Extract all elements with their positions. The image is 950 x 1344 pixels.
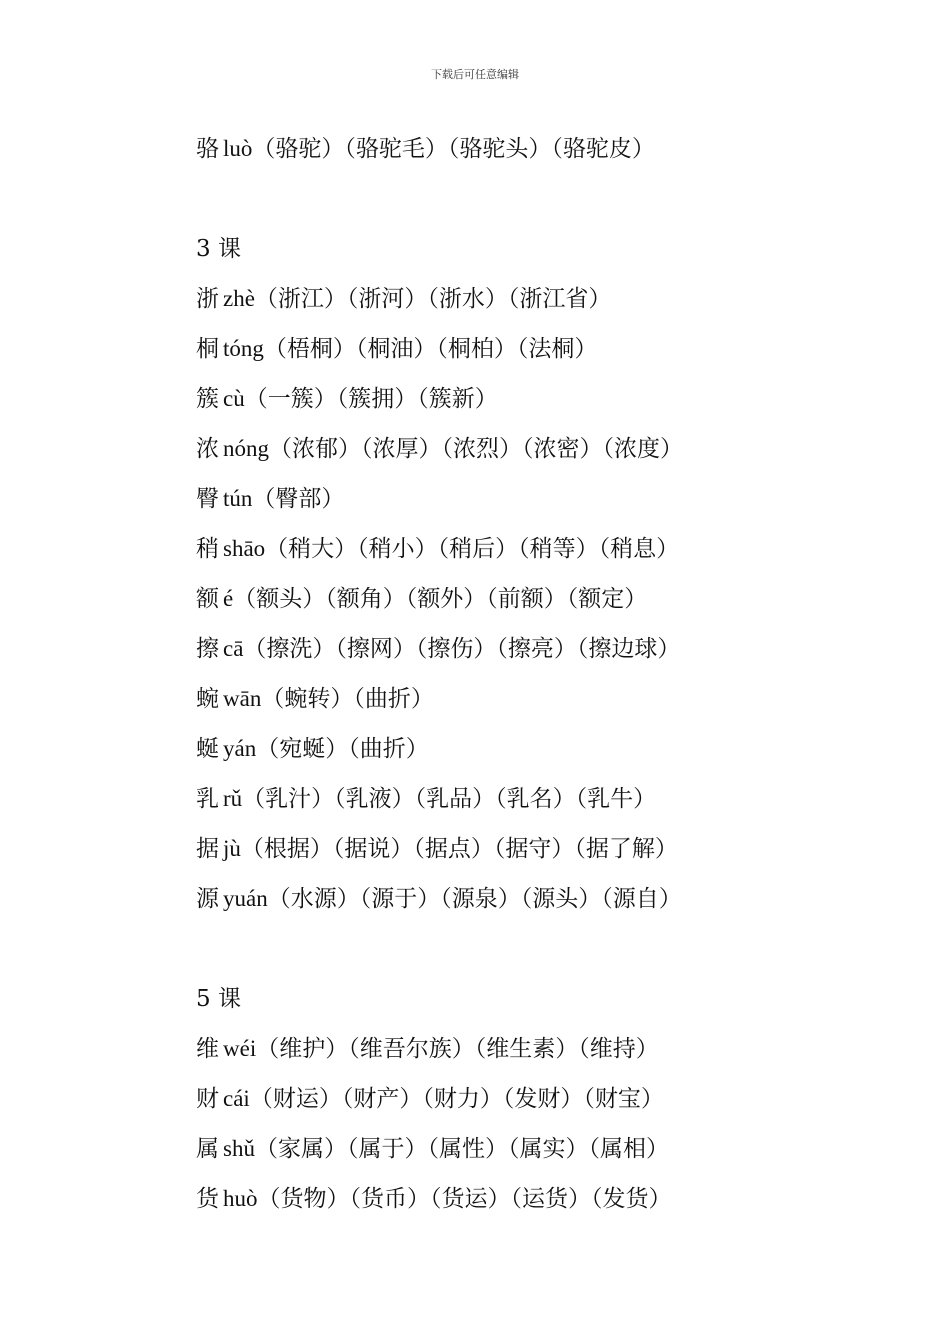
vocab-words: （骆驼）（骆驼毛）（骆驼头）（骆驼皮） [252,136,655,162]
vocab-line [196,1074,916,1124]
vocab-words: （浙江）（浙河）（浙水）（浙江省） [254,286,612,312]
vocab-words: （擦洗）（擦网）（擦伤）（擦亮）（擦边球） [243,636,681,662]
vocab-char: 浓 [196,436,219,462]
vocab-words: （宛蜒）（曲折） [256,736,429,762]
vocab-line [196,324,916,374]
vocab-char: 臀 [196,486,219,512]
vocab-words: （水源）（源于）（源泉）（源头）（源自） [267,886,682,912]
vocab-words: （浓郁）（浓厚）（浓烈）（浓密）（浓度） [269,436,683,462]
vocab-line [196,524,916,574]
lesson-heading: 3 课 [196,236,241,262]
vocab-char: 桐 [196,336,219,362]
vocab-words: （梧桐）（桐油）（桐柏）（法桐） [263,336,598,362]
vocab-words: （财运）（财产）（财力）（发财）（财宝） [249,1086,664,1112]
vocab-line [196,674,916,724]
vocab-pinyin: rǔ [223,786,243,811]
vocab-words: （蜿转）（曲折） [261,686,434,712]
lesson-heading: 5 课 [196,986,241,1012]
page-header: 下载后可任意编辑 [431,68,519,81]
vocab-line [196,724,916,774]
vocab-pinyin: é [223,586,234,611]
vocab-char: 额 [196,586,219,612]
vocab-words: （一簇）（簇拥）（簇新） [244,386,498,412]
vocab-pinyin: jù [223,836,241,861]
vocab-pinyin: cā [223,636,244,661]
vocab-line [196,424,916,474]
vocab-line [196,824,916,874]
vocab-pinyin: tóng [223,336,264,361]
vocab-words: （维护）（维吾尔族）（维生素）（维持） [256,1036,659,1062]
vocab-words: （臀部） [252,486,345,512]
vocab-pinyin: yuán [223,886,268,911]
vocab-char: 骆 [196,136,219,162]
vocab-pinyin: yán [223,736,257,761]
spacer [196,174,916,224]
vocab-pinyin: shāo [223,536,266,561]
vocab-line [196,124,916,174]
vocab-words: （稍大）（稍小）（稍后）（稍等）（稍息） [265,536,680,562]
vocab-pinyin: wéi [223,1036,257,1061]
vocab-line [196,774,916,824]
vocab-words: （额头）（额角）（额外）（前额）（额定） [233,586,648,612]
vocab-char: 货 [196,1186,219,1212]
vocab-pinyin: zhè [223,286,255,311]
vocab-char: 簇 [196,386,219,412]
vocab-char: 蜒 [196,736,219,762]
vocab-char: 源 [196,886,219,912]
vocab-words: （乳汁）（乳液）（乳品）（乳名）（乳牛） [242,786,657,812]
vocab-char: 属 [196,1136,219,1162]
vocab-char: 财 [196,1086,219,1112]
vocab-pinyin: luò [223,136,253,161]
vocab-words: （根据）（据说）（据点）（据守）（据了解） [240,836,678,862]
vocab-line [196,274,916,324]
vocab-pinyin: huò [223,1186,258,1211]
vocab-char: 浙 [196,286,219,312]
vocab-line [196,1174,916,1224]
spacer [196,924,916,974]
vocab-pinyin: tún [223,486,253,511]
vocab-line [196,574,916,624]
vocab-words: （家属）（属于）（属性）（属实）（属相） [254,1136,669,1162]
vocab-pinyin: cái [223,1086,250,1111]
vocab-words: （货物）（货币）（货运）（运货）（发货） [257,1186,672,1212]
vocab-char: 据 [196,836,219,862]
vocab-pinyin: nóng [223,436,269,461]
vocab-pinyin: wān [223,686,262,711]
vocab-char: 蜿 [196,686,219,712]
vocab-line [196,1024,916,1074]
vocab-char: 擦 [196,636,219,662]
vocab-line [196,624,916,674]
vocab-line [196,1124,916,1174]
vocab-char: 维 [196,1036,219,1062]
vocab-line [196,374,916,424]
vocab-pinyin: shǔ [223,1136,255,1161]
vocab-char: 乳 [196,786,219,812]
vocab-pinyin: cù [223,386,245,411]
vocab-char: 稍 [196,536,219,562]
document-body [196,124,916,1224]
vocab-line [196,874,916,924]
vocab-line [196,474,916,524]
